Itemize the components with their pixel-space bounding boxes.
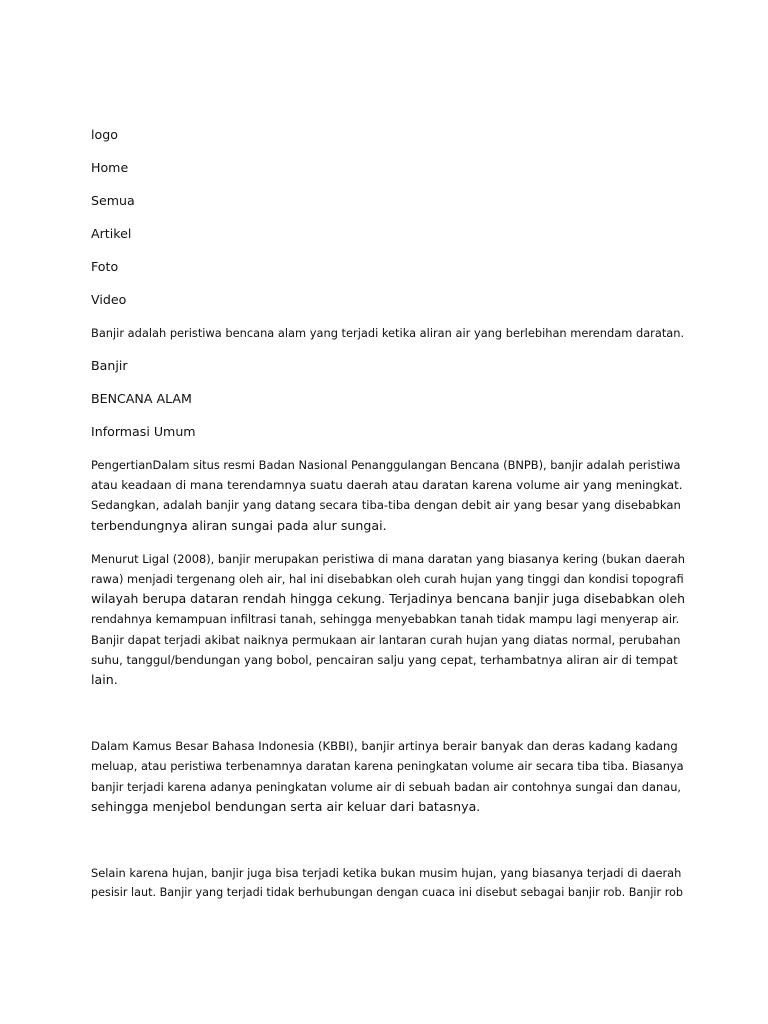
paragraph-line: suhu, tanggul/bendungan yang bobol, pencairan salju yang cepat, terhambatnya aliran air di tempat bbox=[91, 652, 678, 667]
paragraph-line: terbendungnya aliran sungai pada alur sungai. bbox=[91, 517, 387, 533]
paragraph-line: atau keadaan di mana terendamnya suatu daerah atau daratan karena volume air yang meningkat. bbox=[91, 478, 683, 493]
nav-item-artikel[interactable]: Artikel bbox=[91, 226, 132, 241]
paragraph-line: rawa) menjadi tergenang oleh air, hal ini disebabkan oleh curah hujan yang tinggi dan kondisi topografi bbox=[91, 572, 684, 587]
nav-item-home[interactable]: Home bbox=[91, 160, 129, 175]
paragraph-line: Sedangkan, adalah banjir yang datang secara tiba-tiba dengan debit air yang besar yang disebabkan bbox=[91, 498, 681, 513]
tag-banjir[interactable]: Banjir bbox=[91, 358, 128, 373]
paragraph-kbbi bbox=[91, 736, 687, 817]
logo-text: logo bbox=[91, 127, 118, 142]
section-title: Informasi Umum bbox=[91, 424, 196, 439]
paragraph-pengertian bbox=[91, 455, 687, 536]
spacer bbox=[91, 830, 687, 863]
paragraph-line: Menurut Ligal (2008), banjir merupakan peristiwa di mana daratan yang biasanya kering (bukan daerah bbox=[91, 551, 685, 566]
nav-item-semua[interactable]: Semua bbox=[91, 193, 135, 208]
paragraph-banjir-rob bbox=[91, 863, 687, 903]
paragraph-line: Banjir dapat terjadi akibat naiknya permukaan air lantaran curah hujan yang diatas normal, perubahan bbox=[91, 632, 681, 647]
paragraph-line: Selain karena hujan, banjir juga bisa terjadi ketika bukan musim hujan, yang biasanya terjadi di daerah bbox=[91, 866, 682, 881]
nav-item-video[interactable]: Video bbox=[91, 292, 127, 307]
paragraph-line: meluap, atau peristiwa terbenamnya daratan karena peningkatan volume air secara tiba tiba. Biasanya bbox=[91, 759, 684, 774]
tag-bencana-alam[interactable]: BENCANA ALAM bbox=[91, 391, 192, 406]
paragraph-ligal bbox=[91, 549, 687, 690]
paragraph-line: rendahnya kemampuan infiltrasi tanah, sehingga menyebabkan tanah tidak mampu lagi menyerap air. bbox=[91, 612, 680, 627]
paragraph-line: sehingga menjebol bendungan serta air keluar dari batasnya. bbox=[91, 798, 481, 814]
paragraph-line: Dalam Kamus Besar Bahasa Indonesia (KBBI), banjir artinya berair banyak dan deras kadang kadang bbox=[91, 739, 678, 754]
document-page bbox=[91, 125, 687, 916]
nav-item-foto[interactable]: Foto bbox=[91, 259, 119, 274]
paragraph-line: banjir terjadi karena adanya peningkatan volume air di sebuah badan air contohnya sungai dan danau, bbox=[91, 779, 682, 794]
paragraph-line: PengertianDalam situs resmi Badan Nasional Penanggulangan Bencana (BNPB), banjir adalah peristiwa bbox=[91, 458, 681, 472]
paragraph-line: lain. bbox=[91, 672, 118, 688]
summary-text: Banjir adalah peristiwa bencana alam yang terjadi ketika aliran air yang berlebihan merendam daratan. bbox=[91, 326, 685, 340]
spacer bbox=[91, 703, 687, 736]
paragraph-line: wilayah berupa dataran rendah hingga cekung. Terjadinya bencana banjir juga disebabkan oleh bbox=[91, 591, 686, 607]
paragraph-line: pesisir laut. Banjir yang terjadi tidak berhubungan dengan cuaca ini disebut sebagai banjir rob. Banjir rob bbox=[91, 886, 683, 900]
